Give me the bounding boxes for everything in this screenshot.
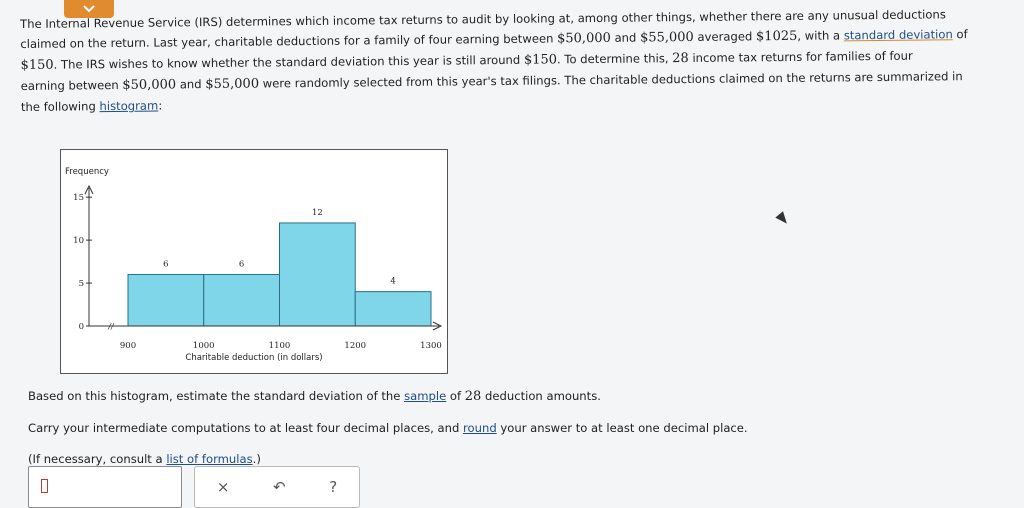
bar-data-label: 12	[311, 207, 323, 218]
problem-line-1: The Internal Revenue Service (IRS) determines which income tax returns to audit by looking at, among other things, whether there are any unusual deductions	[20, 7, 946, 31]
histogram-bar	[204, 274, 280, 326]
bar-data-label: 6	[238, 259, 245, 270]
y-tick-label: 15	[73, 193, 84, 204]
problem-line-5: the following histogram:	[20, 98, 163, 114]
bar-data-label: 6	[163, 259, 169, 270]
round-link[interactable]: round	[463, 421, 497, 435]
histogram-link[interactable]: histogram	[99, 98, 159, 114]
x-tick-label: 1000	[192, 341, 215, 351]
histogram-bar	[128, 274, 204, 326]
x-tick-label: 1100	[268, 341, 291, 351]
y-tick-label: 0	[78, 322, 84, 332]
x-tick-label: 1200	[344, 341, 367, 351]
mouse-pointer-icon	[775, 211, 790, 227]
y-axis-label: Frequency	[65, 167, 109, 177]
x-tick-label: 1300	[420, 341, 442, 351]
sample-link[interactable]: sample	[404, 389, 447, 403]
problem-line-4: earning between $50,000 and $55,000 were randomly selected from this year's tax filings. The charitable deductions claimed on the returns are summarized in	[20, 69, 963, 93]
question-line-2: Carry your intermediate computations to at least four decimal places, and round your answer to at least one decimal place.	[28, 421, 748, 435]
problem-statement	[20, 4, 1021, 117]
text-cursor-icon	[41, 479, 48, 493]
y-tick-label: 10	[73, 236, 84, 247]
bar-data-label: 4	[390, 276, 396, 287]
clear-button[interactable]: ×	[216, 478, 230, 496]
x-tick-label: 900	[119, 341, 137, 351]
histogram-bar	[280, 223, 356, 326]
undo-button[interactable]: ↶	[273, 478, 286, 496]
histogram-svg	[61, 150, 447, 373]
standard-deviation-link[interactable]: standard deviation	[843, 27, 953, 43]
histogram-chart	[60, 149, 448, 374]
axis-break-mark: //	[108, 322, 114, 331]
x-axis-label: Charitable deduction (in dollars)	[185, 353, 323, 363]
question-line-1: Based on this histogram, estimate the standard deviation of the sample of 28 deduction amounts.	[28, 389, 601, 404]
problem-line-2: claimed on the return. Last year, charitable deductions for a family of four earning between $50,000 and $55,000 averaged $1025, with a standard deviation of	[20, 27, 968, 51]
formulas-link[interactable]: list of formulas	[166, 452, 253, 466]
question-line-3: (If necessary, consult a list of formulas.)	[28, 452, 261, 466]
problem-line-3: $150. The IRS wishes to know whether the standard deviation this year is still around $150. To determine this, 28 income tax returns for families of four	[20, 48, 913, 73]
histogram-bar	[355, 292, 431, 326]
help-button[interactable]: ?	[329, 478, 338, 496]
chevron-down-icon	[83, 5, 95, 13]
y-tick-label: 5	[78, 279, 84, 290]
